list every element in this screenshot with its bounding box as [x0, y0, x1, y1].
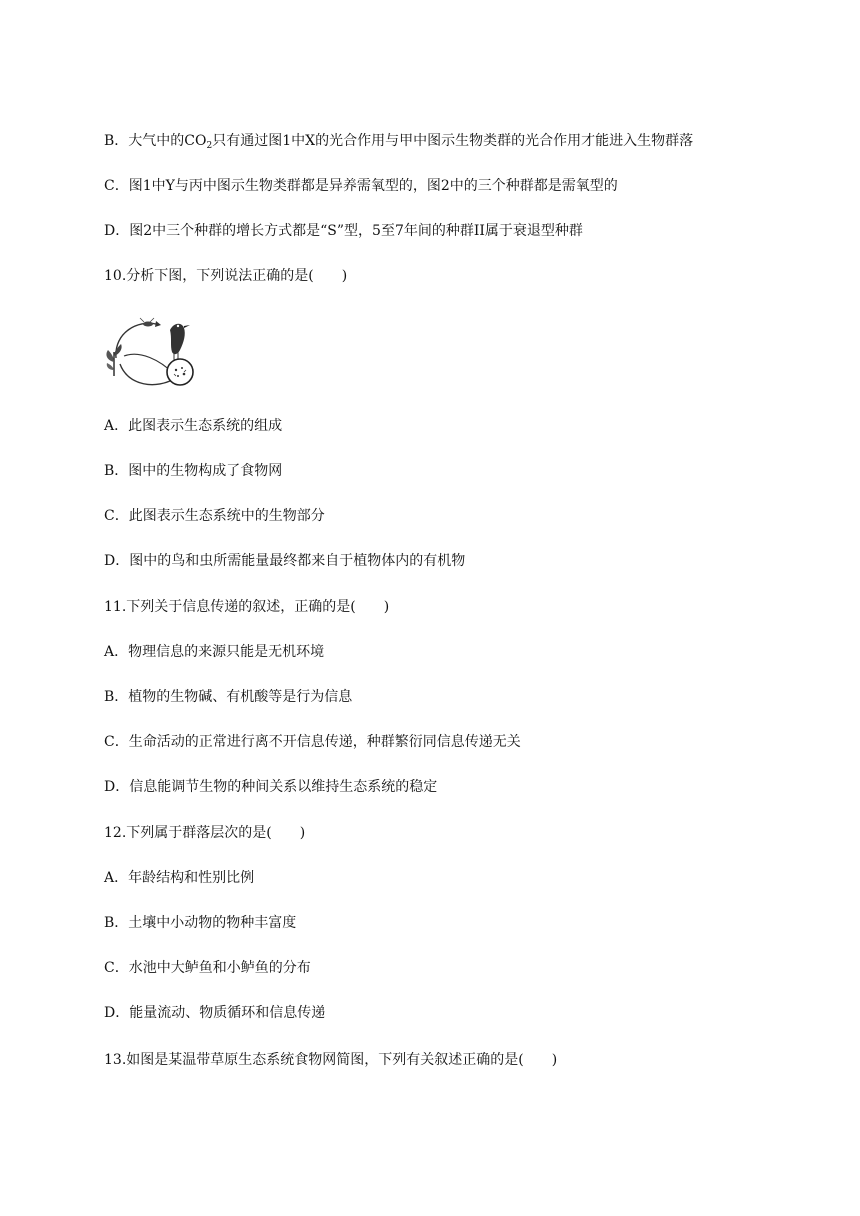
q12-option-c [104, 958, 311, 978]
q11-option-b [104, 687, 352, 707]
option-text-post: 只有通过图1中X的光合作用与甲中图示生物类群的光合作用才能进入生物群落 [212, 133, 694, 149]
option-text: 此图表示生态系统中的生物部分 [128, 508, 325, 524]
option-label: C． [104, 178, 129, 194]
option-text: 植物的生物碱、有机酸等是行为信息 [128, 689, 353, 705]
option-text: 图2中三个种群的增长方式都是“S”型，5至7年间的种群II属于衰退型种群 [129, 223, 583, 239]
option-text: 土壤中小动物的物种丰富度 [128, 915, 297, 931]
option-label: B． [104, 133, 129, 149]
option-text: 年龄结构和性别比例 [128, 870, 255, 886]
option-label: A． [104, 870, 129, 886]
q12-option-b [104, 913, 296, 933]
q9-option-c [104, 176, 618, 196]
option-label: A． [104, 644, 129, 660]
food-chain-cycle-icon [104, 316, 196, 392]
option-text: 图1中Y与丙中图示生物类群都是异养需氧型的，图2中的三个种群都是需氧型的 [128, 178, 618, 194]
q10-option-b [104, 461, 282, 481]
q10-option-d [104, 551, 465, 571]
option-text: 生命活动的正常进行离不开信息传递，种群繁衍同信息传递无关 [128, 734, 521, 750]
option-text: 能量流动、物质循环和信息传递 [129, 1005, 326, 1021]
option-text: 图中的鸟和虫所需能量最终都来自于植物体内的有机物 [129, 553, 466, 569]
option-label: D． [104, 779, 130, 795]
q9-option-d [104, 221, 583, 241]
q11-option-a [104, 642, 324, 662]
q13-stem: 13.如图是某温带草原生态系统食物网简图，下列有关叙述正确的是( ) [104, 1052, 558, 1068]
option-label: C． [104, 960, 129, 976]
q10-option-a [104, 416, 282, 436]
option-label: B． [104, 463, 129, 479]
option-label: A． [104, 418, 129, 434]
option-label: C． [104, 508, 129, 524]
q10-stem: 10.分析下图，下列说法正确的是( ) [104, 268, 348, 284]
q10-option-c [104, 506, 325, 526]
option-text: 水池中大鲈鱼和小鲈鱼的分布 [128, 960, 311, 976]
option-label: D． [104, 1005, 130, 1021]
option-text: 物理信息的来源只能是无机环境 [128, 644, 325, 660]
option-text: 此图表示生态系统的组成 [128, 418, 283, 434]
q12-option-a [104, 868, 254, 888]
option-text-pre: 大气中的CO [128, 133, 207, 149]
option-subscript: 2 [206, 141, 213, 151]
q11-option-c [104, 732, 521, 752]
q11-option-d [104, 777, 437, 797]
food-chain-cycle-figure [104, 316, 196, 392]
option-label: C． [104, 734, 129, 750]
q9-option-b [104, 131, 693, 156]
option-text: 图中的生物构成了食物网 [128, 463, 283, 479]
option-text: 信息能调节生物的种间关系以维持生态系统的稳定 [129, 779, 438, 795]
option-label: B． [104, 689, 129, 705]
q12-stem: 12.下列属于群落层次的是( ) [104, 825, 306, 841]
option-label: D． [104, 223, 130, 239]
q12-option-d [104, 1003, 325, 1023]
option-label: D． [104, 553, 130, 569]
q11-stem: 11.下列关于信息传递的叙述，正确的是( ) [104, 599, 390, 615]
option-label: B． [104, 915, 129, 931]
